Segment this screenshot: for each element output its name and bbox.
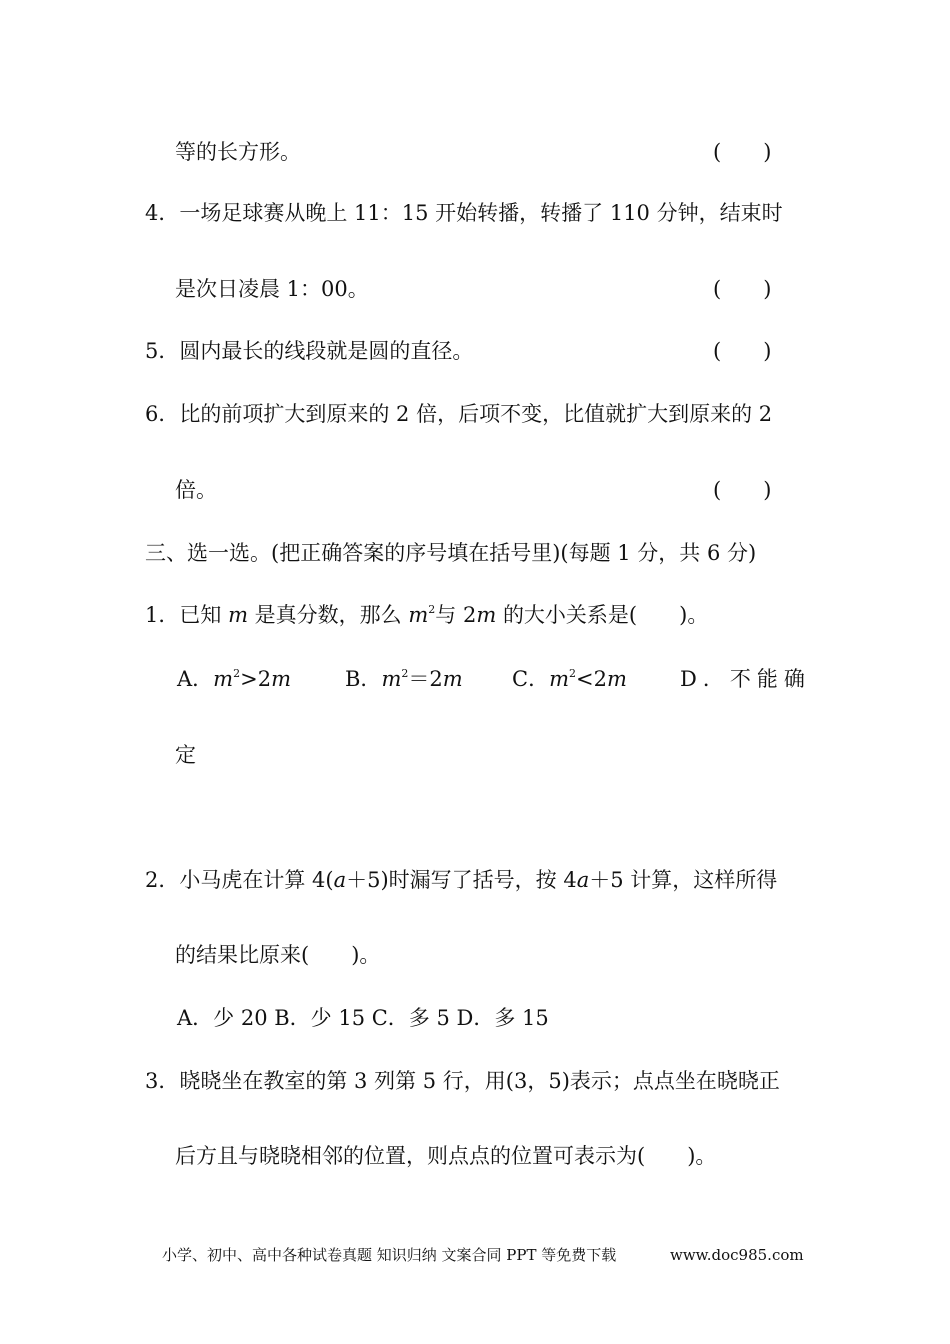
choice-q1-option-c: C．$m^2<2m$ xyxy=(512,667,627,691)
footer-text: 小学、初中、高中各种试卷真题 知识归纳 文案合同 PPT 等免费下载 xyxy=(162,1246,617,1264)
choice-q2-options: A．少 20 B．少 15 C．多 5 D．多 15 xyxy=(177,1006,549,1030)
choice-q1-option-d-cont: 定 xyxy=(175,743,196,767)
judge-q5: 5．圆内最长的线段就是圆的直径。 xyxy=(145,339,474,363)
choice-q1-stem: 1．已知 m 是真分数，那么 $m^2$与 2m 的大小关系是( )。 xyxy=(145,603,709,627)
choice-q1-option-b: B．$m^2=2m$ xyxy=(345,667,463,691)
judge-q4-line1: 4．一场足球赛从晚上 11：15 开始转播，转播了 110 分钟，结束时 xyxy=(145,201,783,225)
answer-paren-q5: ( ) xyxy=(713,339,772,363)
section3-heading: 三、选一选。(把正确答案的序号填在括号里)(每题 1 分，共 6 分) xyxy=(145,541,757,565)
choice-q1-option-d: D．不能确 xyxy=(680,667,811,691)
judge-q4-line2: 是次日凌晨 1：00。 xyxy=(175,277,369,301)
choice-q2-line2: 的结果比原来( )。 xyxy=(175,943,381,967)
footer-url: www.doc985.com xyxy=(670,1246,804,1264)
choice-q1-option-a: A．$m^2>2m$ xyxy=(177,667,291,691)
choice-q2-line1: 2．小马虎在计算 4(a＋5)时漏写了括号，按 4a＋5 计算，这样所得 xyxy=(145,868,778,892)
choice-q3-line2: 后方且与晓晓相邻的位置，则点点的位置可表示为( )。 xyxy=(175,1144,717,1168)
judge-q6-line1: 6．比的前项扩大到原来的 2 倍，后项不变，比值就扩大到原来的 2 xyxy=(145,402,773,426)
answer-paren-q6: ( ) xyxy=(713,478,772,502)
judge-q6-line2: 倍。 xyxy=(175,478,217,502)
answer-paren-q4: ( ) xyxy=(713,277,772,301)
answer-paren-q3: ( ) xyxy=(713,140,772,164)
judge-q3-continuation: 等的长方形。 xyxy=(175,140,301,164)
choice-q3-line1: 3．晓晓坐在教室的第 3 列第 5 行，用(3，5)表示；点点坐在晓晓正 xyxy=(145,1069,780,1093)
